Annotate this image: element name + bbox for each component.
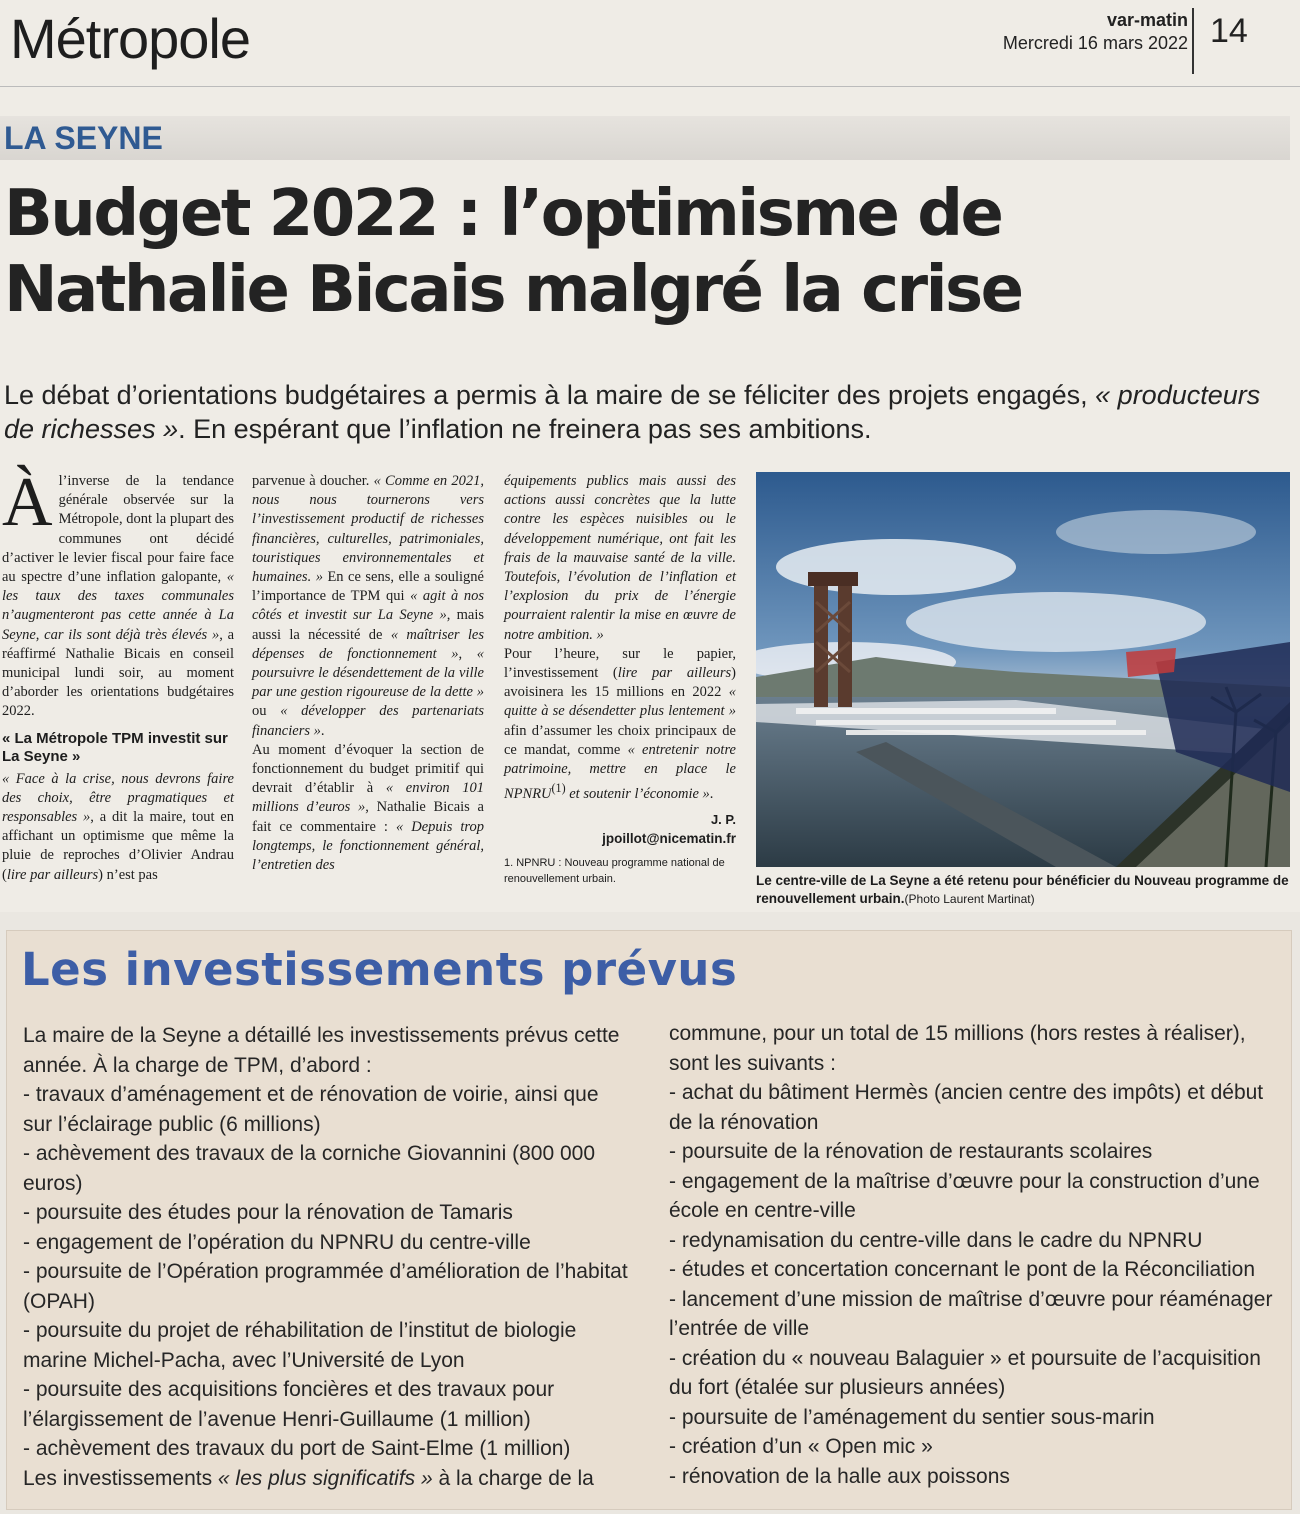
list-item: - redynamisation du centre-ville dans le cadre du NPNRU (669, 1228, 1203, 1252)
issue-date: Mercredi 16 mars 2022 (1002, 33, 1188, 53)
standfirst-text-end: . En espérant que l’inflation ne freinera pas ses ambitions. (178, 414, 872, 444)
list-item: commune, pour un total de 15 millions (hors restes à réaliser), sont les suivants : (669, 1022, 1246, 1075)
author-email: jpoillot@nicematin.fr (602, 831, 736, 847)
text: , a réaffirmé Nathalie Bicais en conseil municipal lundi soir, au moment d’aborder les orientations budgétaires 2022. (2, 626, 235, 720)
paragraph (2, 464, 235, 722)
list-item: - poursuite de la rénovation de restaurants scolaires (669, 1140, 1153, 1163)
list-item: - poursuite du projet de réhabilitation de l’institut de biologie marine Michel-Pacha, avec l’Université de Lyon (23, 1319, 577, 1372)
harbor-illustration (756, 472, 1290, 867)
standfirst-text: Le débat d’orientations budgétaires a permis à la maire de se féliciter des projets engagés, (4, 380, 1088, 410)
headline-line-2: Nathalie Bicais malgré la crise (4, 253, 1022, 327)
quote: « maîtriser les dépenses de fonctionnement » (252, 626, 484, 662)
italic-ref: lire par ailleurs (617, 665, 732, 682)
text: ) avoisinera les 15 millions en 2022 (504, 665, 736, 701)
box-column-2 (669, 1019, 1289, 1491)
kicker-band (0, 116, 1290, 160)
standfirst (4, 378, 1294, 446)
list-item: - poursuite des études pour la rénovation de Tamaris (23, 1201, 513, 1224)
article-column-3 (504, 472, 736, 887)
quote: « Depuis trop longtemps, le fonctionnement général, l’entretien des (252, 818, 484, 874)
header-rule (0, 86, 1300, 87)
text: , a dit la maire, tout en affichant un optimisme que même la pluie de reproches d’Olivier Andrau ( (2, 809, 234, 883)
box-column-1 (23, 1021, 633, 1493)
harbor-photo (756, 472, 1290, 867)
text: , (458, 645, 477, 662)
list-item: - poursuite des acquisitions foncières et des travaux pour l’élargissement de l’avenue Henri-Guillaume (1 million) (23, 1378, 555, 1431)
quote: et soutenir l’économie » (565, 786, 710, 803)
quote: « Face à la crise, nous devrons faire des choix, être pragmatiques et responsables » (2, 770, 234, 826)
list-item: - création du « nouveau Balaguier » et poursuite de l’acquisition du fort (étalée sur plusieurs années) (669, 1346, 1261, 1399)
quote: « les plus significatifs » (217, 1466, 433, 1490)
quote: « agit à nos côtés et investit sur La Seyne » (252, 588, 484, 624)
page-number: 14 (1210, 12, 1248, 50)
newspaper-name: var-matin (1106, 10, 1188, 30)
quote: « développer des partenariats financiers » (252, 703, 484, 739)
list-item: - achèvement des travaux de la corniche Giovannini (800 000 euros) (23, 1142, 596, 1195)
text: , Nathalie Bicais a fait ce commentaire : (252, 799, 484, 835)
list-item: - travaux d’aménagement et de rénovation de voirie, ainsi que sur l’éclairage public (6 millions) (23, 1083, 599, 1136)
text: En ce sens, elle a souligné l’importance de TPM qui (252, 569, 484, 605)
list-item: - achat du bâtiment Hermès (ancien centre des impôts) et début de la rénovation (669, 1081, 1264, 1134)
footnote: 1. NPNRU : Nouveau programme national de renouvellement urbain. (504, 856, 725, 885)
text: Au moment d’évoquer la section de fonctionnement du budget primitif qui devrait d’établir à (252, 741, 484, 797)
list-item: - poursuite de l’Opération programmée d’amélioration de l’habitat (OPAH) (23, 1260, 628, 1313)
list-item: - engagement de l’opération du NPNRU du centre-ville (23, 1230, 531, 1254)
photo-credit: (Photo Laurent Martinat) (904, 892, 1035, 906)
text: l’inverse de la tendance générale observée sur la Métropole, dont la plupart des communes ont décidé d’activer le levier fiscal pour faire face au spectre d’une inflation galopante, (2, 473, 234, 586)
list-item: - études et concertation concernant le pont de la Réconciliation (669, 1258, 1256, 1281)
headline-line-1: Budget 2022 : l’optimisme de (4, 177, 1002, 251)
list-item: - création d’un « Open mic » (669, 1435, 933, 1458)
headline (4, 176, 1294, 328)
paragraph (252, 472, 484, 741)
text: . (709, 786, 714, 803)
article-column-2 (252, 472, 484, 875)
quote: équipements publics mais aussi des actions aussi concrètes que la lutte contre les espèces nuisibles ou le développement numérique, ont fait les frais de la mauvaise santé de la ville. Toutefois, l’évolution de l’inflation et l’explosion du prix de l’énergie pourraient ralentir la mise en œuvre de notre ambition. » (504, 473, 736, 643)
paragraph (252, 741, 484, 875)
paragraph (504, 645, 736, 804)
quote: « entretenir notre patrimoine, mettre en place le NPNRU (504, 741, 736, 803)
quote: « quitte à se désendetter plus lentement » (504, 684, 736, 720)
text: ou (252, 703, 281, 720)
kicker: LA SEYNE (4, 120, 163, 156)
page-separator (1192, 8, 1194, 74)
subheading: « La Métropole TPM investit sur La Seyne » (2, 729, 228, 765)
list-item (23, 1464, 633, 1494)
list-item: - rénovation de la halle aux poissons (669, 1464, 1010, 1488)
footnote-ref: (1) (551, 781, 566, 796)
paragraph (2, 770, 234, 885)
text: parvenue à doucher. (252, 473, 374, 489)
quote: « les taux des taxes communales n’augmenteront pas cette année à La Seyne, car ils sont déjà très élevés » (2, 569, 234, 643)
section-title: Métropole (10, 7, 251, 70)
text: Les investissements (23, 1466, 218, 1490)
quote: « poursuivre le désendettement de la ville par une gestion rigoureuse de la dette » (252, 645, 485, 701)
list-item: La maire de la Seyne a détaillé les investissements prévus cette année. À la charge de TPM, d’abord : (23, 1024, 620, 1077)
list-item: - lancement d’une mission de maîtrise d’œuvre pour réaménager l’entrée de ville (669, 1287, 1273, 1340)
photo-caption (756, 872, 1290, 908)
text: Pour l’heure, sur le papier, l’investissement ( (504, 645, 736, 682)
list-item: - poursuite de l’aménagement du sentier sous-marin (669, 1405, 1155, 1429)
drop-cap: À (2, 464, 53, 541)
quote: « Comme en 2021, nous nous tournerons vers l’investissement productif de richesses financières, culturelles, patrimoniales, touristiques environnementales et humaines. » (252, 473, 484, 586)
author-initials: J. P. (710, 812, 736, 828)
masthead (1003, 10, 1188, 54)
list-item: - engagement de la maîtrise d’œuvre pour la construction d’une école en centre-ville (669, 1169, 1260, 1222)
italic-ref: lire par ailleurs (6, 866, 99, 883)
standfirst-quote: « producteurs de richesses » (4, 380, 1261, 444)
paragraph (504, 472, 736, 645)
text: . (320, 722, 325, 739)
text: ) n’est pas (98, 866, 158, 883)
text: à la charge de la (432, 1466, 594, 1490)
text: , mais aussi la nécessité de (252, 607, 485, 643)
article-column-1 (2, 464, 235, 885)
quote: « environ 101 millions d’euros » (252, 780, 484, 816)
text: afin d’assumer les choix principaux de ce mandat, comme (504, 722, 736, 758)
list-item: - achèvement des travaux du port de Saint-Elme (1 million) (23, 1437, 571, 1460)
box-title: Les investissements prévus (21, 943, 738, 996)
investments-box (6, 930, 1292, 1510)
caption-text: Le centre-ville de La Seyne a été retenu pour bénéficier du Nouveau programme de renouvellement urbain. (756, 873, 1289, 906)
